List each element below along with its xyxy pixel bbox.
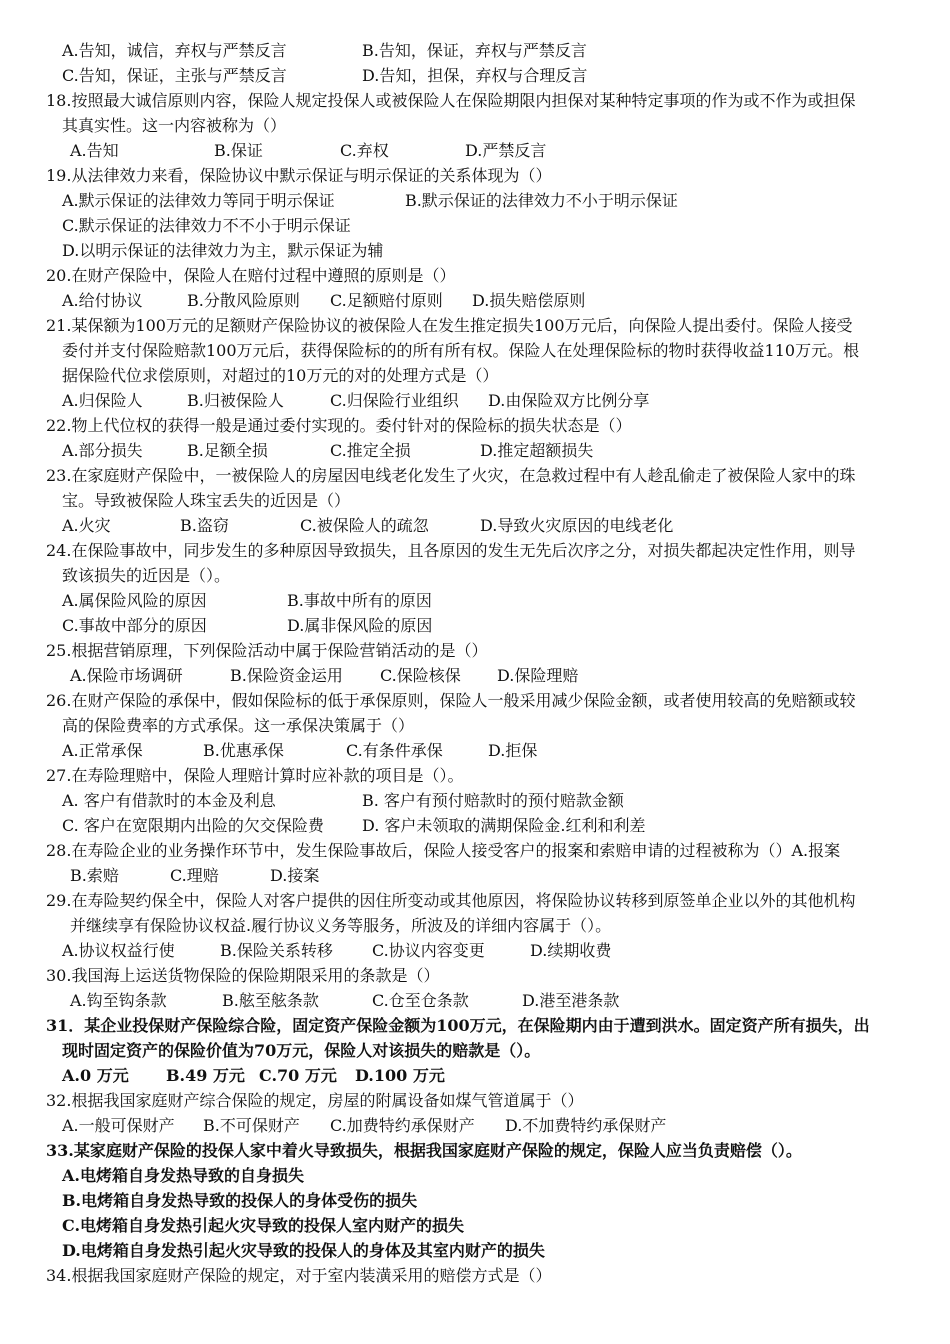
- text-line: [0, 488, 950, 513]
- answer-option: B.盗窃: [180, 516, 229, 535]
- question-text: 32.根据我国家庭财产综合保险的规定，房屋的附属设备如煤气管道属于（）: [46, 1091, 584, 1110]
- text-line: [0, 313, 950, 338]
- text-line: [0, 1213, 950, 1238]
- option-row: [0, 188, 950, 213]
- question-text: 28.在寿险企业的业务操作环节中，发生保险事故后，保险人接受客户的报案和索赔申请的过程被称为（）A.报案: [46, 841, 841, 860]
- option-row: [0, 513, 950, 538]
- question-text: 24.在保险事故中，同步发生的多种原因导致损失，且各原因的发生无先后次序之分，对损失都起决定性作用，则导: [46, 541, 856, 560]
- text-line: [0, 1138, 950, 1163]
- option-row: [0, 1063, 950, 1088]
- answer-option: A.保险市场调研: [70, 666, 183, 685]
- answer-option: B.保险关系转移: [220, 941, 333, 960]
- answer-option: D.损失赔偿原则: [472, 291, 586, 310]
- answer-option: C.70 万元: [259, 1066, 337, 1085]
- text-line: [0, 1263, 950, 1288]
- answer-option: C.仓至仓条款: [372, 991, 469, 1010]
- text-line: [0, 838, 950, 863]
- text-line: [0, 1188, 950, 1213]
- answer-option: D. 客户未领取的满期保险金.红利和利差: [362, 816, 646, 835]
- question-text: 高的保险费率的方式承保。这一承保决策属于（）: [62, 716, 415, 735]
- question-text: 致该损失的近因是（）。: [62, 566, 231, 585]
- option-row: [0, 588, 950, 613]
- question-text: 18.按照最大诚信原则内容，保险人规定投保人或被保险人在保险期限内担保对某种特定事项的作为或不作为或担保: [46, 91, 856, 110]
- answer-option: D.续期收费: [530, 941, 612, 960]
- question-text: 23.在家庭财产保险中，一被保险人的房屋因电线老化发生了火灾，在急救过程中有人趁乱偷走了被保险人家中的珠: [46, 466, 856, 485]
- question-text: D.以明示保证的法律效力为主，默示保证为辅: [62, 241, 384, 260]
- answer-option: B.分散风险原则: [187, 291, 300, 310]
- option-row: [0, 988, 950, 1013]
- text-line: [0, 413, 950, 438]
- answer-option: C.弃权: [340, 141, 389, 160]
- option-row: [0, 288, 950, 313]
- question-text: 据保险代位求偿原则，对超过的10万元的对的处理方式是（）: [62, 366, 499, 385]
- text-line: [0, 888, 950, 913]
- option-row: [0, 738, 950, 763]
- answer-option: D.港至港条款: [522, 991, 620, 1010]
- text-line: [0, 363, 950, 388]
- answer-option: B.足额全损: [187, 441, 268, 460]
- answer-option: A.钩至钩条款: [70, 991, 167, 1010]
- answer-option: C.推定全损: [330, 441, 411, 460]
- answer-option: D.保险理赔: [497, 666, 579, 685]
- answer-option: C.协议内容变更: [372, 941, 485, 960]
- answer-option: B.事故中所有的原因: [287, 591, 432, 610]
- text-line: [0, 638, 950, 663]
- option-row: [0, 63, 950, 88]
- answer-option: C.理赔: [170, 866, 219, 885]
- question-text: 其真实性。这一内容被称为（）: [62, 116, 287, 135]
- answer-option: A.属保险风险的原因: [62, 591, 207, 610]
- answer-option: B.告知，保证，弃权与严禁反言: [362, 41, 587, 60]
- text-line: [0, 563, 950, 588]
- option-row: [0, 438, 950, 463]
- question-text: A.电烤箱自身发热导致的自身损失: [62, 1166, 304, 1185]
- answer-option: A.告知: [70, 141, 119, 160]
- question-text: B.电烤箱自身发热导致的投保人的身体受伤的损失: [62, 1191, 418, 1210]
- text-line: [0, 263, 950, 288]
- answer-option: D.接案: [270, 866, 320, 885]
- answer-option: B. 客户有预付赔款时的预付赔款金额: [362, 791, 624, 810]
- answer-option: A.0 万元: [62, 1066, 129, 1085]
- question-text: 19.从法律效力来看，保险协议中默示保证与明示保证的关系体现为（）: [46, 166, 552, 185]
- answer-option: C.加费特约承保财产: [330, 1116, 475, 1135]
- answer-option: A.给付协议: [62, 291, 143, 310]
- option-row: [0, 138, 950, 163]
- question-text: 30.我国海上运送货物保险的保险期限采用的条款是（）: [46, 966, 440, 985]
- answer-option: D.告知，担保，弃权与合理反言: [362, 66, 588, 85]
- answer-option: B.保证: [214, 141, 263, 160]
- question-text: 29.在寿险契约保全中，保险人对客户提供的因住所变动或其他原因，将保险协议转移到原签单企业以外的其他机构: [46, 891, 856, 910]
- answer-option: A.告知，诚信，弃权与严禁反言: [62, 41, 287, 60]
- text-line: [0, 713, 950, 738]
- answer-option: B.保险资金运用: [230, 666, 343, 685]
- option-row: [0, 663, 950, 688]
- text-line: [0, 688, 950, 713]
- text-line: [0, 1163, 950, 1188]
- text-line: [0, 1013, 950, 1038]
- option-row: [0, 388, 950, 413]
- option-row: [0, 938, 950, 963]
- answer-option: D.导致火灾原因的电线老化: [480, 516, 674, 535]
- answer-option: A.一般可保财产: [62, 1116, 175, 1135]
- question-text: C.默示保证的法律效力不不小于明示保证: [62, 216, 351, 235]
- text-line: [0, 88, 950, 113]
- answer-option: D.100 万元: [355, 1066, 445, 1085]
- answer-option: D.严禁反言: [465, 141, 547, 160]
- question-text: C.电烤箱自身发热引起火灾导致的投保人室内财产的损失: [62, 1216, 465, 1235]
- answer-option: D.推定超额损失: [480, 441, 594, 460]
- answer-option: C.事故中部分的原因: [62, 616, 207, 635]
- question-text: 22.物上代位权的获得一般是通过委付实现的。委付针对的保险标的损失状态是（）: [46, 416, 632, 435]
- answer-option: A.协议权益行使: [62, 941, 175, 960]
- text-line: [0, 1038, 950, 1063]
- text-line: [0, 463, 950, 488]
- question-text: 26.在财产保险的承保中，假如保险标的低于承保原则，保险人一般采用减少保险金额，或者使用较高的免赔额或较: [46, 691, 856, 710]
- question-text: 宝。导致被保险人珠宝丢失的近因是（）: [62, 491, 351, 510]
- option-row: [0, 788, 950, 813]
- question-text: 31．某企业投保财产保险综合险，固定资产保险金额为100万元，在保险期内由于遭到洪水。固定资产所有损失，出: [46, 1016, 870, 1035]
- answer-option: C.保险核保: [380, 666, 461, 685]
- text-line: [0, 338, 950, 363]
- answer-option: C.告知，保证，主张与严禁反言: [62, 66, 287, 85]
- text-line: [0, 963, 950, 988]
- answer-option: B.默示保证的法律效力不小于明示保证: [405, 191, 678, 210]
- option-row: [0, 613, 950, 638]
- answer-option: D.属非保风险的原因: [287, 616, 433, 635]
- answer-option: A.归保险人: [62, 391, 143, 410]
- question-text: 21.某保额为100万元的足额财产保险协议的被保险人在发生推定损失100万元后，向保险人提出委付。保险人接受: [46, 316, 853, 335]
- text-line: [0, 213, 950, 238]
- answer-option: B.舷至舷条款: [222, 991, 319, 1010]
- option-row: [0, 813, 950, 838]
- answer-option: B.归被保险人: [187, 391, 284, 410]
- option-row: [0, 863, 950, 888]
- answer-option: A.部分损失: [62, 441, 143, 460]
- option-row: [0, 1113, 950, 1138]
- text-line: [0, 238, 950, 263]
- option-row: [0, 38, 950, 63]
- answer-option: A. 客户有借款时的本金及利息: [62, 791, 276, 810]
- text-line: [0, 913, 950, 938]
- text-line: [0, 538, 950, 563]
- answer-option: C.有条件承保: [346, 741, 443, 760]
- answer-option: C.被保险人的疏忽: [300, 516, 429, 535]
- question-text: 现时固定资产的保险价值为70万元，保险人对该损失的赔款是（）。: [62, 1041, 541, 1060]
- answer-option: D.由保险双方比例分享: [488, 391, 650, 410]
- answer-option: C.足额赔付原则: [330, 291, 443, 310]
- question-text: D.电烤箱自身发热引起火灾导致的投保人的身体及其室内财产的损失: [62, 1241, 545, 1260]
- question-text: 委付并支付保险赔款100万元后，获得保险标的的所有所有权。保险人在处理保险标的物时获得收益110万元。根: [62, 341, 860, 360]
- answer-option: D.不加费特约承保财产: [505, 1116, 667, 1135]
- answer-option: B.优惠承保: [203, 741, 284, 760]
- text-line: [0, 763, 950, 788]
- text-line: [0, 1088, 950, 1113]
- text-line: [0, 1238, 950, 1263]
- question-text: 34.根据我国家庭财产保险的规定，对于室内装潢采用的赔偿方式是（）: [46, 1266, 552, 1285]
- answer-option: C.归保险行业组织: [330, 391, 459, 410]
- question-text: 27.在寿险理赔中，保险人理赔计算时应补款的项目是（）。: [46, 766, 464, 785]
- answer-option: B.49 万元: [166, 1066, 245, 1085]
- answer-option: A.正常承保: [62, 741, 143, 760]
- text-line: [0, 163, 950, 188]
- answer-option: D.拒保: [488, 741, 538, 760]
- question-text: 并继续享有保险协议权益.履行协议义务等服务，所波及的详细内容属于（）。: [70, 916, 612, 935]
- question-text: 20.在财产保险中，保险人在赔付过程中遵照的原则是（）: [46, 266, 456, 285]
- answer-option: B.索赔: [70, 866, 119, 885]
- text-line: [0, 113, 950, 138]
- answer-option: B.不可保财产: [203, 1116, 300, 1135]
- question-text: 33.某家庭财产保险的投保人家中着火导致损失，根据我国家庭财产保险的规定，保险人应当负责赔偿（）。: [46, 1141, 802, 1160]
- answer-option: A.默示保证的法律效力等同于明示保证: [62, 191, 335, 210]
- answer-option: A.火灾: [62, 516, 111, 535]
- answer-option: C. 客户在宽限期内出险的欠交保险费: [62, 816, 324, 835]
- question-text: 25.根据营销原理，下列保险活动中属于保险营销活动的是（）: [46, 641, 488, 660]
